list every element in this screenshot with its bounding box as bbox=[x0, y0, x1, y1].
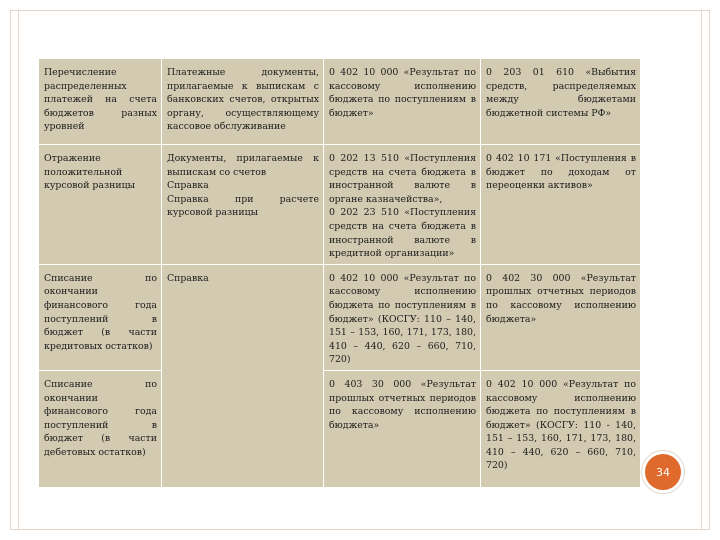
table-cell-debit: 0 403 30 000 «Результат прошлых отчетных периодов по кассовому исполнению бюджета» bbox=[324, 370, 481, 487]
accounting-entries-table bbox=[38, 58, 641, 488]
table-cell-operation: Списание по окончании финансового года поступлений в бюджет (в части кредитовых остатков) bbox=[39, 264, 162, 370]
table-cell-credit: 0 402 10 000 «Результат по кассовому исполнению бюджета по поступлениям в бюджет» (КОСГУ: 110 - 140, 151 – 153, 160, 171, 173, 180, 410 – 440, 620 – 660, 710, 720) bbox=[481, 370, 641, 487]
page-number-badge: 34 bbox=[642, 451, 684, 493]
table-cell-debit: 0 202 13 510 «Поступления средств на счета бюджета в иностранной валюте в органе казначейства», 0 202 23 510 «Поступления средств на счета бюджета в иностранной валюте в кредитной организации» bbox=[324, 145, 481, 265]
right-border-line bbox=[701, 10, 702, 530]
table-row bbox=[39, 145, 641, 265]
table-cell-operation: Списание по окончании финансового года поступлений в бюджет (в части дебетовых остатков) bbox=[39, 370, 162, 487]
table-row bbox=[39, 59, 641, 145]
table-cell-debit: 0 402 10 000 «Результат по кассовому исполнению бюджета по поступлениям в бюджет» bbox=[324, 59, 481, 145]
table-cell-operation: Отражение положительной курсовой разницы bbox=[39, 145, 162, 265]
table-cell-documents: Платежные документы, прилагаемые к выпискам с банковских счетов, открытых органу, осуществляющему кассовое обслуживание bbox=[162, 59, 324, 145]
table-cell-documents: Справка bbox=[162, 264, 324, 487]
table-cell-credit: 0 402 10 171 «Поступления в бюджет по доходам от переоценки активов» bbox=[481, 145, 641, 265]
table-row bbox=[39, 264, 641, 370]
table-cell-documents: Документы, прилагаемые к выпискам со счетов Справка Справка при расчете курсовой разницы bbox=[162, 145, 324, 265]
table-cell-operation: Перечисление распределенных платежей на счета бюджетов разных уровней bbox=[39, 59, 162, 145]
table-cell-debit: 0 402 10 000 «Результат по кассовому исполнению бюджета по поступлениям в бюджет» (КОСГУ: 110 – 140, 151 – 153, 160, 171, 173, 180, 410 – 440, 620 – 660, 710, 720) bbox=[324, 264, 481, 370]
table-row bbox=[39, 370, 641, 487]
table-cell-credit: 0 402 30 000 «Результат прошлых отчетных периодов по кассовому исполнению бюджета» bbox=[481, 264, 641, 370]
table-cell-credit: 0 203 01 610 «Выбытия средств, распределяемых между бюджетами бюджетной системы РФ» bbox=[481, 59, 641, 145]
left-border-line bbox=[18, 10, 19, 530]
